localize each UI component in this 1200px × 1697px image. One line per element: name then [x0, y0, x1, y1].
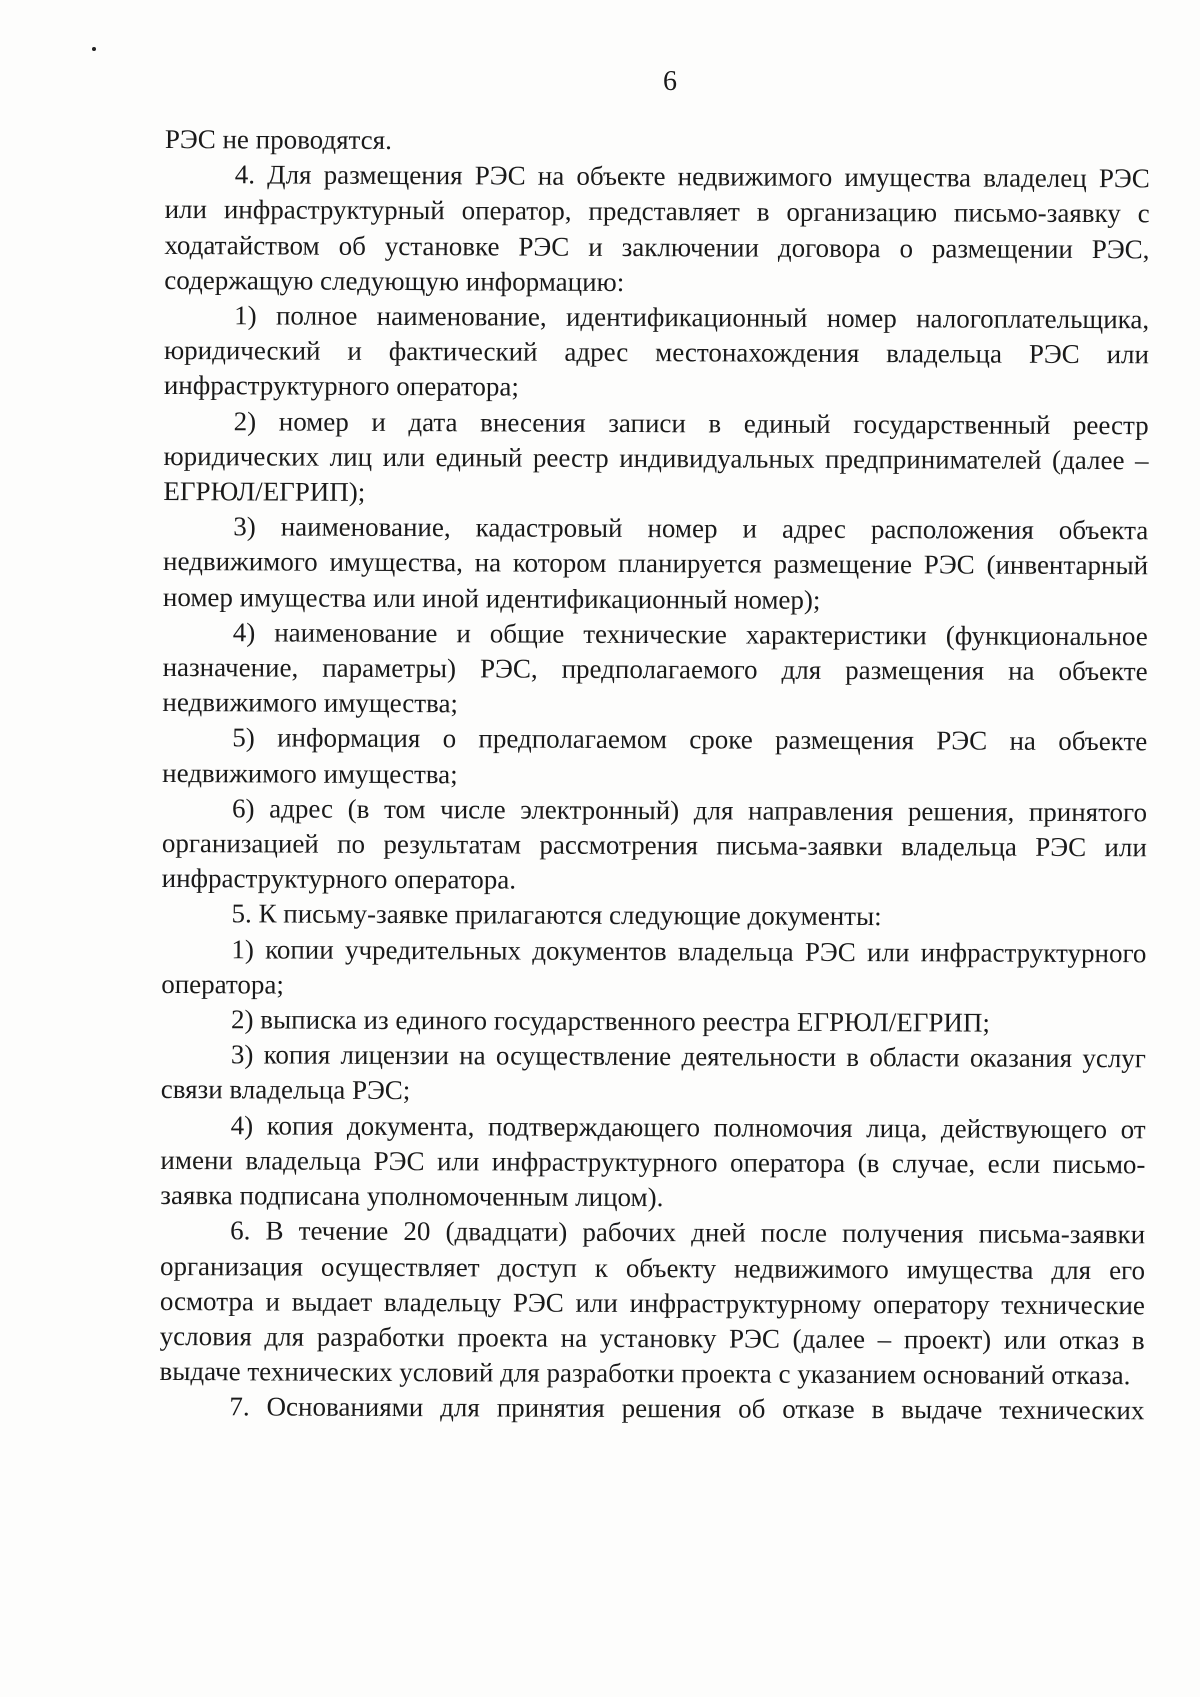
page-number: 6	[663, 66, 677, 97]
paragraph-item-5-1: 1) копии учредительных документов владельца РЭС или инфраструктурного оператора;	[161, 933, 1147, 1000]
paragraph-item-4-5: 5) информация о предполагаемом сроке размещения РЭС на объекте недвижимого имущества;	[162, 722, 1148, 789]
paragraph-item-4-1: 1) полное наименование, идентификационный номер налогоплательщика, юридический и фактический адрес местонахождения владельца РЭС или инфраструктурного оператора;	[163, 300, 1150, 402]
paragraph-item-5-2: 2) выписка из единого государственного реестра ЕГРЮЛ/ЕГРИП;	[231, 1004, 990, 1038]
paragraph-item-4-2: 2) номер и дата внесения записи в единый государственный реестр юридических лиц или единый реестр индивидуальных предпринимателей (далее – ЕГРЮЛ/ЕГРИП);	[163, 405, 1149, 507]
paragraph-item-4-6: 6) адрес (в том числе электронный) для направления решения, принятого организацией по результатам рассмотрения письма-заявки владельца РЭС или инфраструктурного оператора.	[161, 793, 1148, 895]
paragraph-item-4: 4. Для размещения РЭС на объекте недвижимого имущества владелец РЭС или инфраструктурный оператор, представляет в организацию письмо-заявку с ходатайством об установке РЭС и заключении договора о размещении РЭС, содержащую следующую информацию:	[164, 159, 1150, 297]
document-body	[159, 122, 1150, 1429]
paragraph-item-5-4: 4) копия документа, подтверждающего полномочия лица, действующего от имени владельца РЭС или инфраструктурного оператора (в случае, если письмо-заявка подписана уполномоченным лицом).	[160, 1109, 1146, 1213]
paragraph-continuation: РЭС не проводятся.	[164, 123, 392, 155]
paragraph-item-5: 5. К письму-заявке прилагаются следующие документы:	[231, 898, 882, 932]
paragraph-item-7: 7. Основаниями для принятия решения об отказе в выдаче технических	[229, 1391, 1145, 1426]
scan-speck	[92, 47, 96, 51]
paragraph-item-4-4: 4) наименование и общие технические характеристики (функциональное назначение, параметры) РЭС, предполагаемого для размещения на объекте недвижимого имущества;	[162, 617, 1148, 719]
paragraph-item-5-3: 3) копия лицензии на осуществление деятельности в области оказания услуг связи владельца РЭС;	[160, 1039, 1146, 1106]
paragraph-item-4-3: 3) наименование, кадастровый номер и адрес расположения объекта недвижимого имущества, на котором планируется размещение РЭС (инвентарный номер имущества или иной идентификационный номер);	[162, 511, 1149, 615]
paragraph-item-6: 6. В течение 20 (двадцати) рабочих дней после получения письма-заявки организация осуществляет доступ к объекту недвижимого имущества для его осмотра и выдает владельцу РЭС или инфраструктурному оператору технические условия для разработки проекта на установку РЭС (далее – проект) или отказ в выдаче технических условий для разработки проекта с указанием оснований отказа.	[159, 1215, 1146, 1391]
